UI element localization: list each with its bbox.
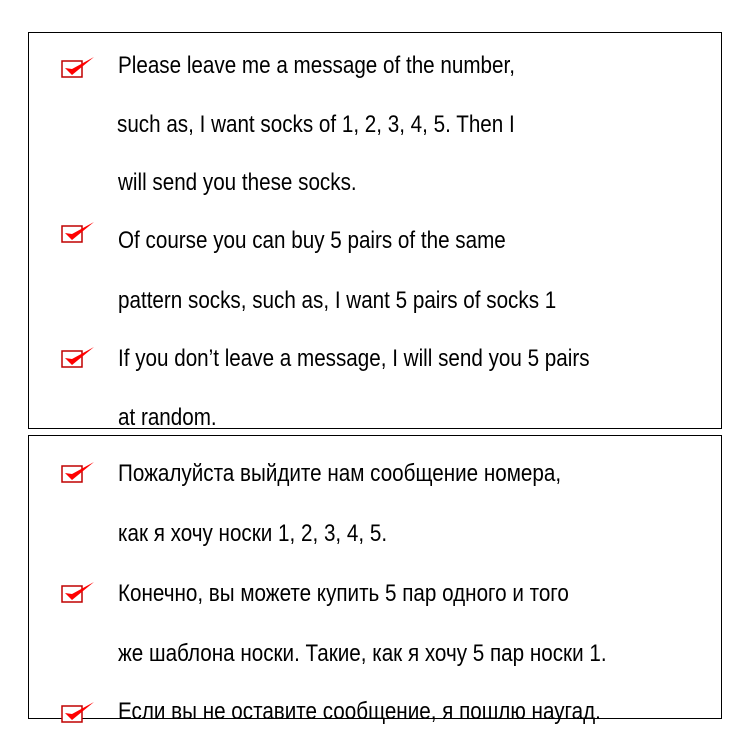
checkbox-checked-icon [60,578,98,606]
notice-line: will send you these socks. [118,169,357,196]
notice-line: If you don’t leave a message, I will send you 5 pairs [118,345,590,372]
notice-line: Please leave me a message of the number, [118,52,515,79]
checkbox-checked-icon [60,218,98,246]
notice-line: Of course you can buy 5 pairs of the same [118,227,506,254]
checkbox-checked-icon [60,458,98,486]
notice-line: Если вы не оставите сообщение, я пошлю наугад. [118,698,601,725]
notice-line: at random. [118,404,217,431]
notice-line: Пожалуйста выйдите нам сообщение номера, [118,460,562,487]
notice-line: как я хочу носки 1, 2, 3, 4, 5. [118,520,388,547]
checkbox-checked-icon [60,343,98,371]
notice-line: же шаблона носки. Такие, как я хочу 5 пар носки 1. [118,640,607,667]
notice-line: pattern socks, such as, I want 5 pairs of socks 1 [118,287,557,314]
checkbox-checked-icon [60,698,98,726]
checkbox-checked-icon [60,53,98,81]
notice-line: such as, I want socks of 1, 2, 3, 4, 5. Then I [117,111,515,138]
notice-line: Конечно, вы можете купить 5 пар одного и того [118,580,569,607]
